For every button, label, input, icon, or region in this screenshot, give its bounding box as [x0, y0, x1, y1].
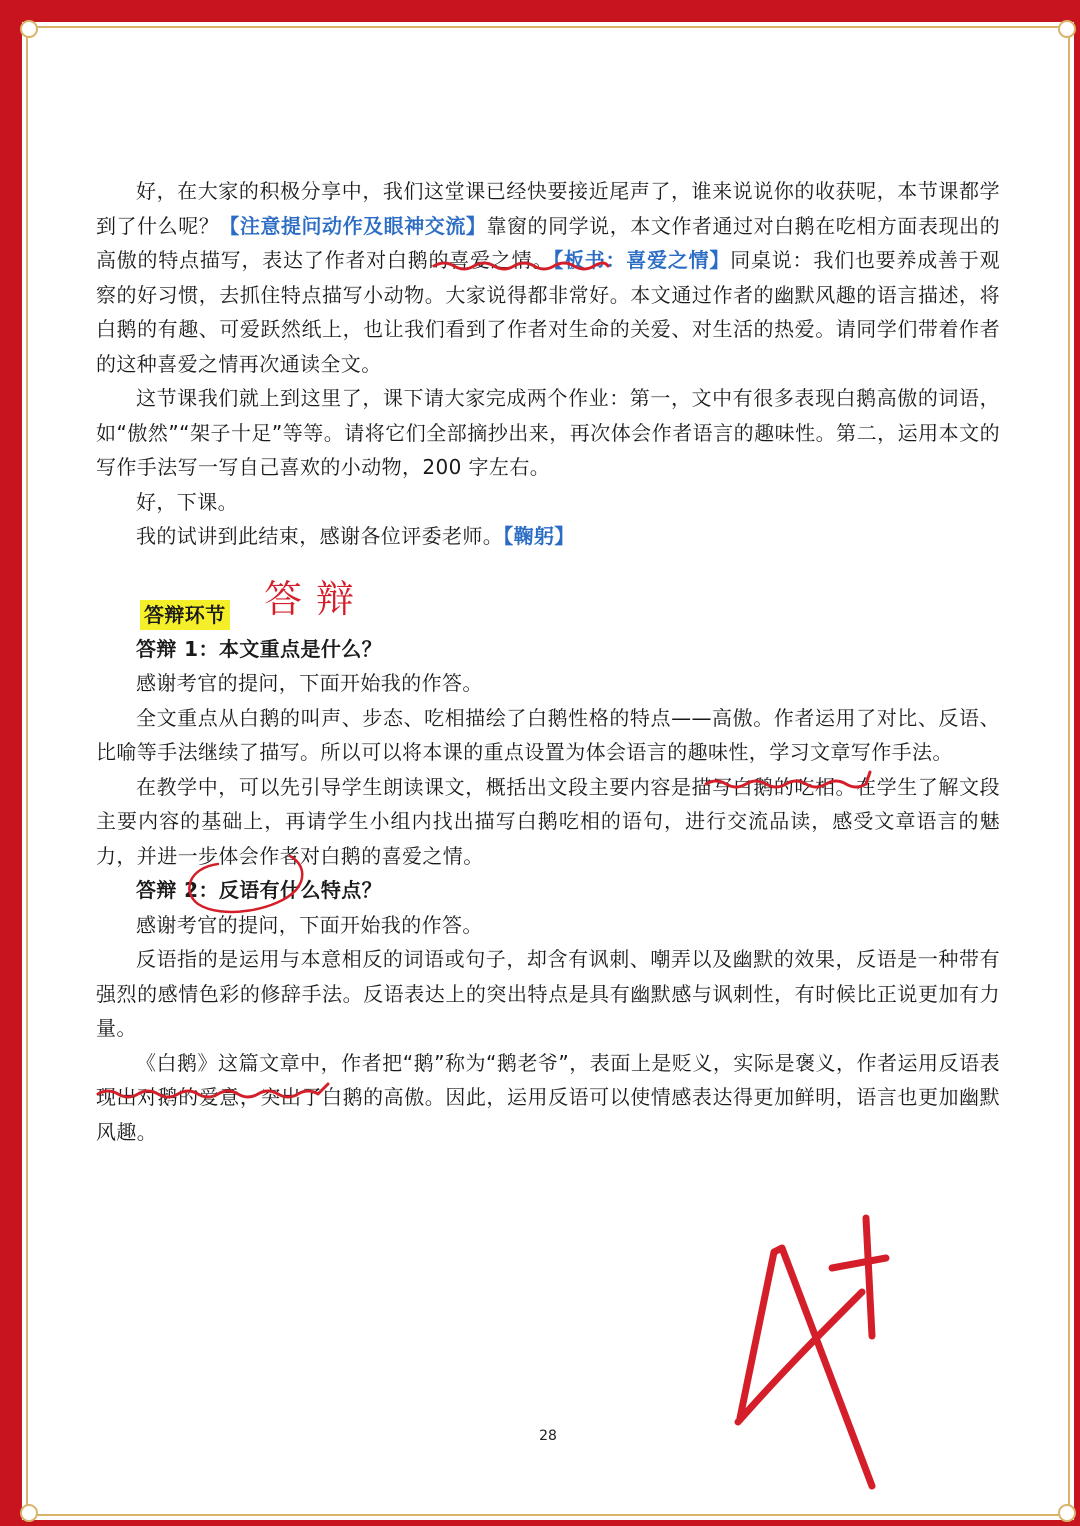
paragraph-closing: 我的试讲到此结束，感谢各位评委老师。【鞠躬】 — [136, 524, 575, 548]
corner-ornament — [20, 20, 38, 38]
handwritten-title: 答辩 — [264, 576, 369, 621]
grade-a-cross — [738, 1292, 862, 1422]
page-frame — [8, 8, 1072, 1518]
corner-ornament — [1058, 20, 1076, 38]
teaching-note: 【注意提问动作及眼神交流】 — [219, 213, 487, 238]
defense-section-header — [96, 576, 1000, 632]
question-1-title: 答辩 1：本文重点是什么？ — [136, 636, 383, 661]
grade-a-stroke — [740, 1248, 872, 1486]
page-number: 28 — [539, 1428, 557, 1444]
board-note: 【板书：喜爱之情】 — [553, 248, 731, 272]
question-2-intro: 感谢考官的提问，下面开始我的作答。 — [136, 912, 483, 937]
bow-note: 【鞠躬】 — [503, 524, 575, 548]
paragraph-summary: 好，在大家的积极分享中，我们这堂课已经快要接近尾声了，谁来说说你的收获呢，本节课都学到了什么呢？【注意提问动作及眼神交流】靠窗的同学说，本文作者通过对白鹅在吃相方面表现出的高傲的特点描写，表达了作者对白鹅的喜爱之情。【板书：喜爱之情】同桌说：我们也要养成善于观察的好习惯，去抓住特点描写小动物。大家说得都非常好。本文通过作者的幽默风趣的语言描述，将白鹅的有趣、可爱跃然纸上，也让我们看到了作者对生命的关爱、对生活的热爱。请同学们带着作者的这种喜爱之情再次通读全文。 — [96, 179, 1001, 376]
corner-ornament — [1058, 1504, 1076, 1522]
document-page — [22, 22, 1074, 1520]
question-1-teaching: 在教学中，可以先引导学生朗读课文，概括出文段主要内容是描写白鹅的吃相。在学生了解文段主要内容的基础上，再请学生小组内找出描写白鹅吃相的语句，进行交流品读，感受文章语言的魅力，并进一步体会作者对白鹅的喜爱之情。 — [96, 774, 1000, 868]
corner-ornament — [20, 1504, 38, 1522]
grade-plus-horizontal — [832, 1258, 886, 1268]
paragraph-dismiss: 好，下课。 — [136, 489, 238, 514]
section-label: 答辩环节 — [140, 600, 230, 630]
question-2-title: 答辩 2：反语有什么特点？ — [136, 878, 383, 902]
paragraph-homework: 这节课我们就上到这里了，课下请大家完成两个作业：第一，文中有很多表现白鹅高傲的词语，如“傲然”“架子十足”等等。请将它们全部摘抄出来，再次体会作者语言的趣味性。第二，运用本文的写作手法写一写自己喜欢的小动物，200 字左右。 — [96, 386, 1000, 479]
grade-plus-vertical — [866, 1218, 872, 1336]
question-2-answer: 反语指的是运用与本意相反的词语或句子，却含有讽刺、嘲弄以及幽默的效果，反语是一种带有强烈的感情色彩的修辞手法。反语表达上的突出特点是具有幽默感与讽刺性，有时候比正说更加有力量。 — [96, 947, 1000, 1040]
document-body — [96, 174, 1000, 1149]
question-1-intro: 感谢考官的提问，下面开始我的作答。 — [136, 671, 483, 695]
question-2-example: 《白鹅》这篇文章中，作者把“鹅”称为“鹅老爷”，表面上是贬义，实际是褒义，作者运用反语表现出对鹅的爱意，突出了白鹅的高傲。因此，运用反语可以使情感表达得更加鲜明，语言也更加幽默风趣。 — [96, 1050, 1000, 1144]
question-1-answer: 全文重点从白鹅的叫声、步态、吃相描绘了白鹅性格的特点——高傲。作者运用了对比、反语、比喻等手法继续了描写。所以可以将本课的重点设置为体会语言的趣味性，学习文章写作手法。 — [96, 705, 1000, 764]
